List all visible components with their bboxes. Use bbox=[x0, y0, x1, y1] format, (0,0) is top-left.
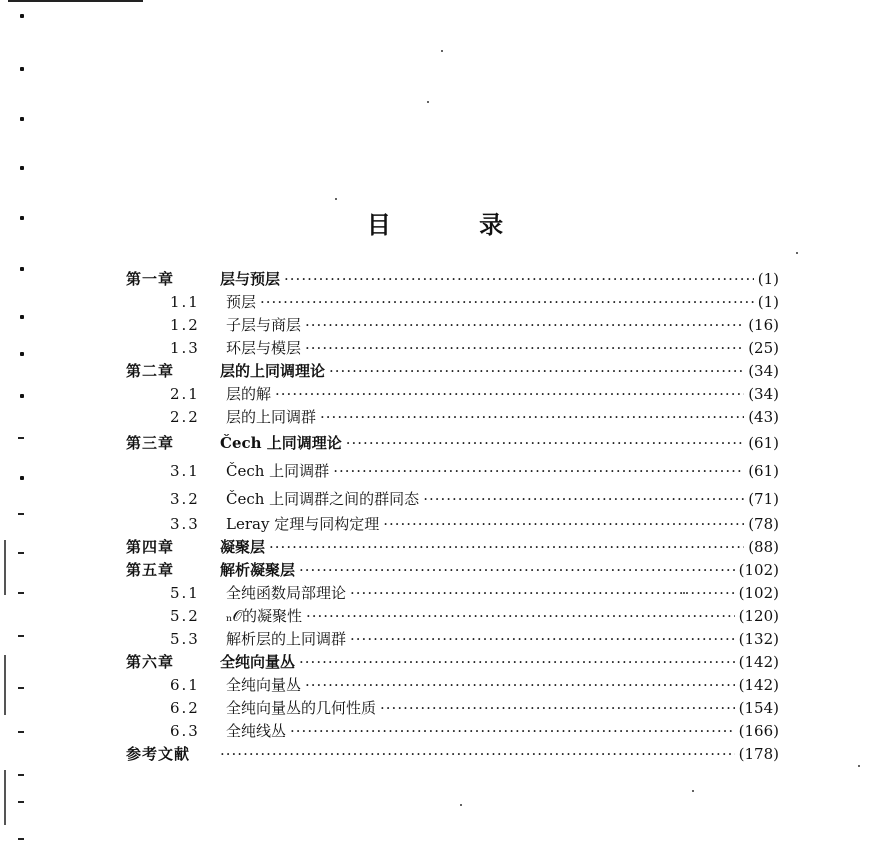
dot-leader bbox=[305, 337, 744, 360]
references-title: 参考文献 bbox=[126, 745, 191, 763]
page-title: 目 录 bbox=[366, 210, 544, 239]
margin-mark bbox=[20, 166, 24, 170]
chapter-title: 层与预层 bbox=[220, 270, 281, 288]
margin-mark bbox=[18, 437, 24, 439]
margin-mark bbox=[18, 731, 24, 733]
margin-mark bbox=[20, 352, 24, 356]
page-number: (166) bbox=[738, 722, 779, 740]
toc-section-6-3[interactable] bbox=[126, 720, 779, 743]
dot-leader bbox=[383, 513, 744, 536]
page-number: (132) bbox=[738, 630, 779, 648]
page-number: (154) bbox=[738, 699, 779, 717]
page-number: (61) bbox=[748, 434, 779, 452]
dot-leader bbox=[275, 383, 744, 406]
chapter-number: 第五章 bbox=[126, 561, 175, 579]
toc-section-6-1[interactable] bbox=[126, 674, 779, 697]
section-title: 环层与模层 bbox=[226, 339, 302, 357]
toc-section-2-1[interactable] bbox=[126, 383, 779, 406]
toc-section-5-1[interactable] bbox=[126, 582, 779, 605]
chapter-title: Čech 上同调理论 bbox=[220, 434, 342, 452]
section-number: 3.3 bbox=[170, 515, 200, 533]
page-number: (25) bbox=[748, 339, 779, 357]
section-number: 1.1 bbox=[170, 293, 200, 311]
dot-leader bbox=[380, 697, 735, 720]
page-number: (142) bbox=[738, 676, 779, 694]
section-title: 子层与商层 bbox=[226, 316, 302, 334]
page-number: (34) bbox=[748, 385, 779, 403]
chapter-number: 第一章 bbox=[126, 270, 175, 288]
dot-leader bbox=[284, 268, 754, 291]
toc-section-1-3[interactable] bbox=[126, 337, 779, 360]
dot-leader bbox=[305, 674, 735, 697]
page-number: (178) bbox=[738, 745, 779, 763]
page-number: (16) bbox=[748, 316, 779, 334]
toc-section-1-2[interactable] bbox=[126, 314, 779, 337]
section-number: 5.1 bbox=[170, 584, 200, 602]
toc-chapter-1[interactable] bbox=[126, 268, 779, 291]
margin-mark bbox=[18, 774, 24, 776]
section-title: 全纯函数局部理论 bbox=[226, 584, 347, 602]
page-number: (1) bbox=[757, 270, 779, 288]
chapter-number: 第三章 bbox=[126, 434, 175, 452]
dot-leader bbox=[329, 360, 744, 383]
dot-leader bbox=[320, 406, 744, 429]
section-number: 2.2 bbox=[170, 408, 200, 426]
section-title: 预层 bbox=[226, 293, 257, 311]
dot-leader bbox=[350, 628, 735, 651]
margin-mark bbox=[20, 117, 24, 121]
section-title: ₙ𝒪的凝聚性 bbox=[226, 607, 302, 625]
dot-leader bbox=[220, 743, 735, 766]
scan-speck bbox=[335, 198, 337, 200]
margin-mark bbox=[18, 513, 24, 515]
section-number: 1.3 bbox=[170, 339, 200, 357]
chapter-title: 凝聚层 bbox=[220, 538, 266, 556]
margin-mark bbox=[18, 552, 24, 554]
toc-section-3-2[interactable] bbox=[126, 485, 779, 513]
dot-leader bbox=[423, 485, 744, 513]
section-number: 5.3 bbox=[170, 630, 200, 648]
page-number: (142) bbox=[738, 653, 779, 671]
toc-chapter-3[interactable] bbox=[126, 429, 779, 457]
section-title: 全纯线丛 bbox=[226, 722, 287, 740]
toc-chapter-2[interactable] bbox=[126, 360, 779, 383]
scan-speck bbox=[796, 252, 798, 254]
scan-speck bbox=[460, 804, 462, 806]
toc-chapter-6[interactable] bbox=[126, 651, 779, 674]
toc-section-5-3[interactable] bbox=[126, 628, 779, 651]
page-number: (102) bbox=[738, 561, 779, 579]
section-number: 3.2 bbox=[170, 490, 200, 508]
toc-section-1-1[interactable] bbox=[126, 291, 779, 314]
chapter-number: 第六章 bbox=[126, 653, 175, 671]
margin-mark bbox=[18, 592, 24, 594]
toc-chapter-5[interactable] bbox=[126, 559, 779, 582]
left-scan-line-3 bbox=[4, 770, 6, 825]
toc-section-3-1[interactable] bbox=[126, 457, 779, 485]
section-title: 解析层的上同调群 bbox=[226, 630, 347, 648]
dot-leader bbox=[299, 651, 735, 674]
margin-mark bbox=[20, 14, 24, 18]
section-title: 层的解 bbox=[226, 385, 272, 403]
margin-mark bbox=[20, 267, 24, 271]
section-number: 1.2 bbox=[170, 316, 200, 334]
dot-leader bbox=[269, 536, 744, 559]
page-number: (34) bbox=[748, 362, 779, 380]
page-number: (120) bbox=[738, 607, 779, 625]
margin-mark bbox=[18, 687, 24, 689]
chapter-title: 全纯向量丛 bbox=[220, 653, 296, 671]
chapter-number: 第四章 bbox=[126, 538, 175, 556]
page-number: (102) bbox=[738, 584, 779, 602]
top-rule bbox=[8, 0, 143, 2]
section-number: 2.1 bbox=[170, 385, 200, 403]
page-number: (43) bbox=[748, 408, 779, 426]
margin-mark bbox=[20, 67, 24, 71]
scan-speck bbox=[692, 790, 694, 792]
section-title: 全纯向量丛的几何性质 bbox=[226, 699, 377, 717]
page-number: (78) bbox=[748, 515, 779, 533]
dot-leader bbox=[346, 429, 744, 457]
section-title: Čech 上同调群 bbox=[226, 462, 330, 480]
section-number: 6.2 bbox=[170, 699, 200, 717]
dot-leader bbox=[333, 457, 744, 485]
scan-speck bbox=[441, 50, 443, 52]
left-scan-line-1 bbox=[4, 540, 6, 595]
section-title: Leray 定理与同构定理 bbox=[226, 515, 380, 533]
toc-section-6-2[interactable] bbox=[126, 697, 779, 720]
section-number: 3.1 bbox=[170, 462, 200, 480]
toc-chapter-4[interactable] bbox=[126, 536, 779, 559]
margin-mark bbox=[20, 315, 24, 319]
dot-leader bbox=[299, 559, 735, 582]
toc-section-2-2[interactable] bbox=[126, 406, 779, 429]
left-scan-line-2 bbox=[4, 655, 6, 715]
chapter-number: 第二章 bbox=[126, 362, 175, 380]
chapter-title: 解析凝聚层 bbox=[220, 561, 296, 579]
toc-section-3-3[interactable] bbox=[126, 513, 779, 536]
margin-mark bbox=[20, 476, 24, 480]
section-title: 层的上同调群 bbox=[226, 408, 317, 426]
margin-mark bbox=[18, 635, 24, 637]
chapter-title: 层的上同调理论 bbox=[220, 362, 326, 380]
table-of-contents bbox=[126, 268, 779, 766]
scan-speck bbox=[427, 101, 429, 103]
page-number: (88) bbox=[748, 538, 779, 556]
dot-leader bbox=[305, 314, 744, 337]
dot-leader bbox=[290, 720, 735, 743]
margin-mark bbox=[18, 838, 24, 840]
section-number: 5.2 bbox=[170, 607, 200, 625]
toc-section-5-2[interactable] bbox=[126, 605, 779, 628]
dot-leader bbox=[260, 291, 754, 314]
section-number: 6.1 bbox=[170, 676, 200, 694]
section-title: 全纯向量丛 bbox=[226, 676, 302, 694]
page-number: (1) bbox=[757, 293, 779, 311]
dot-leader bbox=[306, 605, 735, 628]
dot-leader bbox=[350, 582, 735, 605]
margin-mark bbox=[20, 394, 24, 398]
scan-speck bbox=[858, 765, 860, 767]
section-title: Čech 上同调群之间的群同态 bbox=[226, 490, 420, 508]
toc-references[interactable] bbox=[126, 743, 779, 766]
page-number: (61) bbox=[748, 462, 779, 480]
margin-mark bbox=[18, 801, 24, 803]
page-number: (71) bbox=[748, 490, 779, 508]
section-number: 6.3 bbox=[170, 722, 200, 740]
